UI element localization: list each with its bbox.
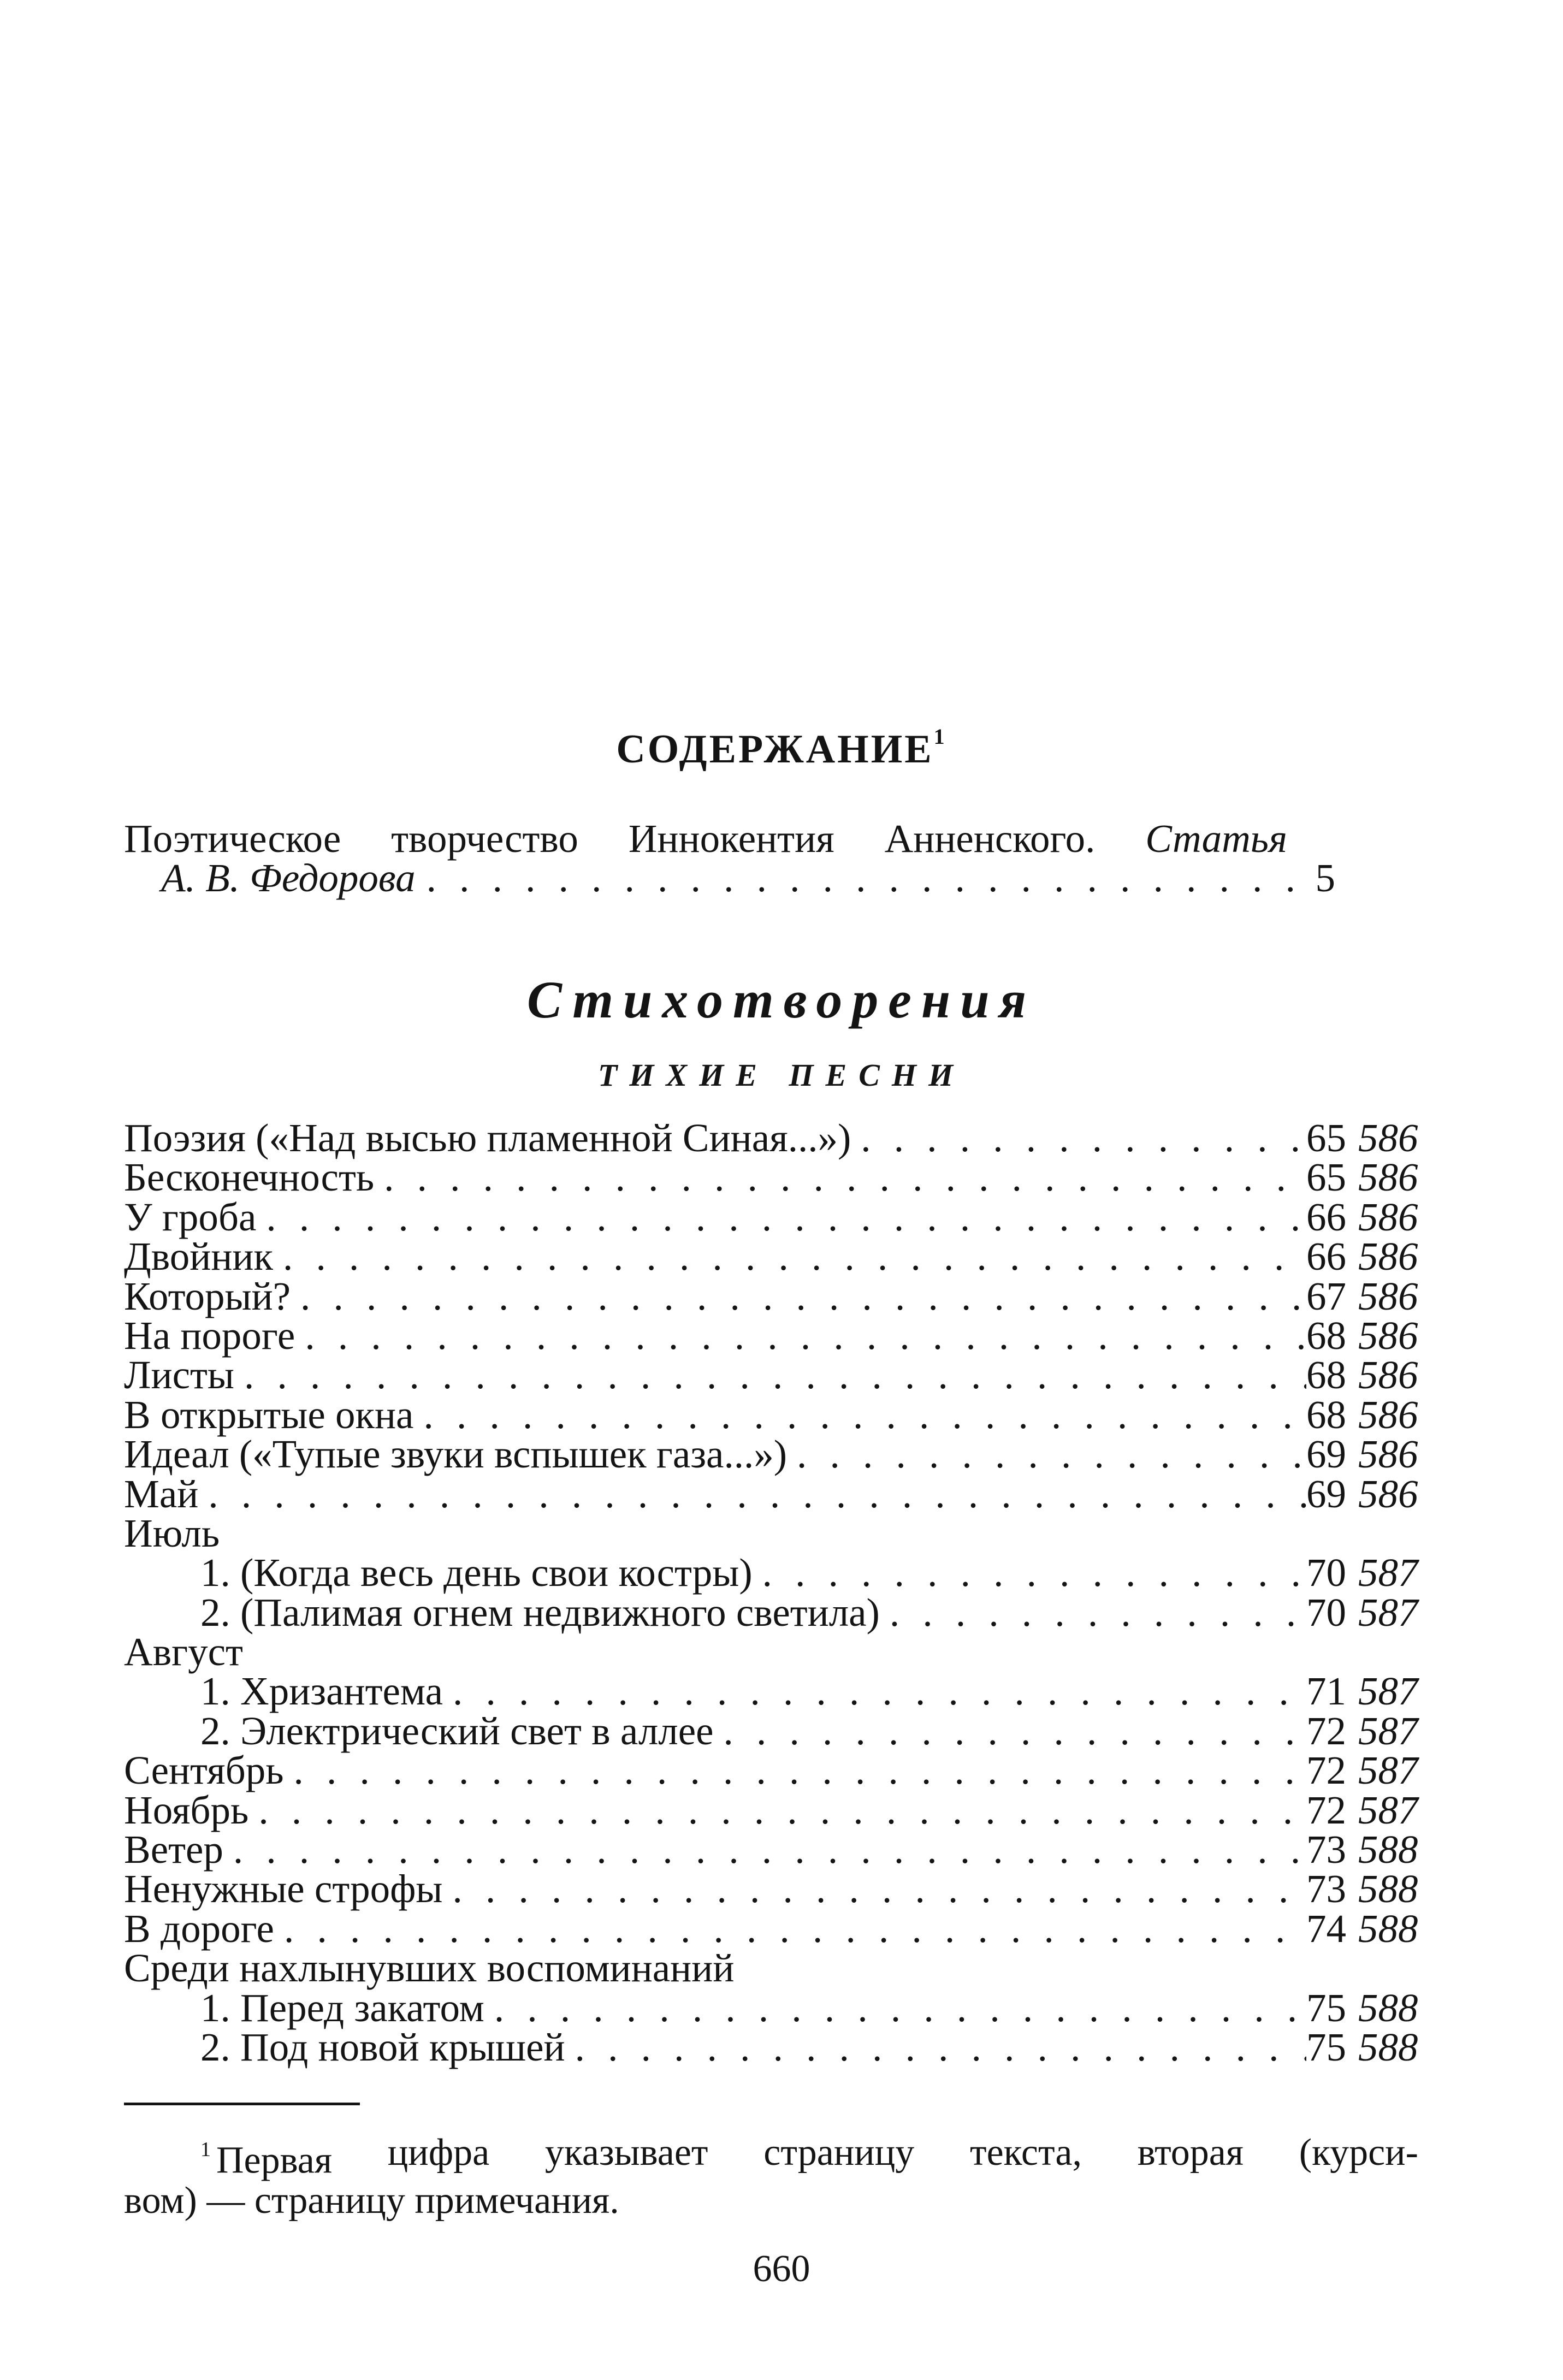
- toc-entry-title: Сентябрь: [124, 1748, 284, 1793]
- toc-entry-title: Поэзия («Над высью пламенной Синая...»): [124, 1116, 851, 1160]
- toc-entry: [124, 1669, 1418, 1714]
- dot-leader: [374, 1158, 1306, 1197]
- toc-entry-text-page: 69: [1306, 1432, 1346, 1477]
- footnote-line2: вом) — страницу примечания.: [124, 2180, 619, 2222]
- toc-entry-title: Ноябрь: [124, 1787, 249, 1832]
- dot-leader: [295, 1316, 1306, 1355]
- toc-entry: [124, 1353, 1418, 1398]
- dot-leader: [787, 1435, 1306, 1474]
- toc-entry-note-page: 587: [1358, 1550, 1418, 1595]
- toc-entry-note-page: 587: [1358, 1708, 1418, 1753]
- footnote-word: (курси-: [1299, 2132, 1418, 2174]
- toc-entry-title: Который?: [124, 1274, 291, 1318]
- toc-entry-title: На пороге: [124, 1313, 295, 1358]
- toc-entry-note-page: 586: [1358, 1194, 1418, 1239]
- toc-entry: [124, 1827, 1418, 1872]
- toc-entry: [124, 2024, 1418, 2069]
- toc-entry-text-page: 65: [1306, 1116, 1346, 1160]
- toc-entry-note-page: 586: [1358, 1313, 1418, 1358]
- toc-entry: [124, 1985, 1418, 2030]
- table-of-contents: [124, 1118, 1418, 2067]
- toc-entry-text-page: 69: [1306, 1471, 1346, 1516]
- toc-entry-title: Июль: [124, 1511, 220, 1555]
- footnote-marker: 1: [933, 724, 947, 749]
- toc-entry-title: Май: [124, 1471, 199, 1516]
- dot-leader: [753, 1553, 1306, 1592]
- toc-entry: [124, 1432, 1418, 1477]
- dot-leader: [851, 1118, 1306, 1158]
- toc-entry-note-page: 586: [1358, 1155, 1418, 1200]
- dot-leader: [880, 1593, 1306, 1632]
- toc-entry-text-page: 70: [1306, 1590, 1346, 1635]
- intro-entry-line2: [161, 856, 1335, 900]
- toc-entry-text-page: 74: [1306, 1906, 1346, 1951]
- toc-entry-title: Ветер: [124, 1827, 223, 1872]
- toc-entry-text-page: 72: [1306, 1787, 1346, 1832]
- page-number: 660: [753, 2248, 810, 2290]
- toc-entry-text-page: 66: [1306, 1234, 1346, 1279]
- toc-entry: [124, 1118, 1418, 1158]
- footnote-line1: [124, 2133, 1418, 2181]
- footnote-word: текста,: [969, 2132, 1082, 2174]
- toc-entry-note-page: 588: [1358, 2024, 1418, 2069]
- footnote-word: страницу: [763, 2132, 915, 2174]
- toc-entry: [124, 1234, 1418, 1279]
- toc-entry-title: В дороге: [124, 1906, 274, 1951]
- footnote-word: $^1$ Первая: [200, 2138, 333, 2182]
- section-title: Стихотворения: [526, 970, 1037, 1029]
- toc-entry: [124, 1590, 1418, 1635]
- toc-entry: [124, 1708, 1418, 1753]
- toc-entry: [124, 1787, 1418, 1832]
- toc-entry: [124, 1550, 1418, 1595]
- footnote-rule: [124, 2103, 360, 2105]
- intro-author: А. В. Федорова: [161, 856, 416, 900]
- toc-entry-text-page: 71: [1306, 1669, 1346, 1714]
- toc-entry-text-page: 72: [1306, 1748, 1346, 1793]
- dot-leader: [484, 1988, 1306, 2028]
- toc-entry-note-page: 587: [1358, 1590, 1418, 1635]
- toc-entry-note-page: 588: [1358, 1906, 1418, 1951]
- toc-entry-title: Идеал («Тупые звуки вспышек газа...»): [124, 1432, 788, 1477]
- dot-leader: [234, 1355, 1306, 1395]
- toc-entry-title: 1. Перед закатом: [200, 1985, 484, 2030]
- dot-leader: [248, 1791, 1306, 1830]
- toc-entry-note-page: 586: [1358, 1392, 1418, 1437]
- dot-leader: [223, 1830, 1306, 1869]
- toc-entry-note-page: 586: [1358, 1432, 1418, 1477]
- toc-entry: [124, 1869, 1418, 1909]
- dot-leader: [198, 1475, 1306, 1514]
- dot-leader: [291, 1277, 1306, 1316]
- footnote: [124, 2133, 1418, 2221]
- toc-entry-title: 1. (Когда весь день свои костры): [200, 1550, 753, 1595]
- toc-entry: [124, 1748, 1418, 1793]
- dot-leader: [714, 1712, 1306, 1751]
- toc-entry-title: Листы: [124, 1353, 234, 1398]
- intro-italic-word: Статья: [1145, 816, 1287, 861]
- toc-entry: [124, 1511, 1418, 1555]
- footnote-mark: 1: [200, 2138, 211, 2161]
- toc-entry-note-page: 586: [1358, 1116, 1418, 1160]
- footnote-word: цифра: [387, 2132, 490, 2174]
- contents-heading: СОДЕРЖАНИЕ$^1$: [616, 724, 947, 772]
- dot-leader: [413, 1395, 1306, 1435]
- toc-entry-note-page: 586: [1358, 1234, 1418, 1279]
- dot-leader: [256, 1198, 1306, 1237]
- toc-entry-note-page: 586: [1358, 1274, 1418, 1318]
- dot-leader: [565, 2028, 1306, 2067]
- toc-entry-text-page: 75: [1306, 2024, 1346, 2069]
- toc-entry-text-page: 70: [1306, 1550, 1346, 1595]
- toc-entry-title: У гроба: [124, 1194, 257, 1239]
- toc-entry: [124, 1155, 1418, 1200]
- toc-entry-text-page: 72: [1306, 1708, 1346, 1753]
- toc-entry: [124, 1632, 1418, 1672]
- toc-entry-text-page: 68: [1306, 1392, 1346, 1437]
- toc-entry-note-page: 587: [1358, 1669, 1418, 1714]
- toc-entry-note-page: 586: [1358, 1471, 1418, 1516]
- toc-entry: [124, 1274, 1418, 1318]
- toc-entry-text-page: 67: [1306, 1274, 1346, 1318]
- toc-entry: [124, 1471, 1418, 1516]
- toc-entry-text-page: 65: [1306, 1155, 1346, 1200]
- toc-entry-title: 2. Электрический свет в аллее: [200, 1708, 714, 1753]
- toc-entry-note-page: 587: [1358, 1787, 1418, 1832]
- toc-entry-note-page: 587: [1358, 1748, 1418, 1793]
- toc-entry: [124, 1392, 1418, 1437]
- intro-word: Иннокентия: [628, 816, 834, 861]
- intro-word: Анненского.: [884, 816, 1096, 861]
- toc-entry: [124, 1313, 1418, 1358]
- toc-entry-title: Ненужные строфы: [124, 1867, 443, 1911]
- toc-entry: [124, 1946, 1418, 1991]
- toc-entry-title: Бесконечность: [124, 1155, 375, 1200]
- dot-leader: [442, 1869, 1306, 1909]
- toc-entry-title: Двойник: [124, 1234, 273, 1279]
- dot-leader: [274, 1909, 1306, 1949]
- toc-entry-note-page: 586: [1358, 1353, 1418, 1398]
- footnote-word: вторая: [1137, 2132, 1244, 2174]
- intro-page: 5: [1315, 856, 1335, 900]
- toc-entry-note-page: 588: [1358, 1985, 1418, 2030]
- dot-leader: [273, 1237, 1306, 1276]
- toc-entry: [124, 1906, 1418, 1951]
- toc-entry-title: Август: [124, 1630, 243, 1674]
- toc-entry-text-page: 75: [1306, 1985, 1346, 2030]
- footnote-word: указывает: [544, 2132, 708, 2174]
- toc-entry-text-page: 73: [1306, 1867, 1346, 1911]
- toc-entry-text-page: 68: [1306, 1313, 1346, 1358]
- toc-entry-title: 2. (Палимая огнем недвижного светила): [200, 1590, 880, 1635]
- toc-entry-text-page: 68: [1306, 1353, 1346, 1398]
- toc-entry: [124, 1194, 1418, 1239]
- toc-entry-title: 1. Хризантема: [200, 1669, 443, 1714]
- toc-entry-title: Среди нахлынувших воспоминаний: [124, 1946, 735, 1991]
- dot-leader: [416, 859, 1299, 898]
- toc-entry-text-page: 73: [1306, 1827, 1346, 1872]
- dot-leader: [284, 1751, 1307, 1790]
- intro-entry-line1: [124, 816, 1287, 861]
- intro-word: творчество: [391, 816, 578, 861]
- dot-leader: [443, 1672, 1306, 1711]
- toc-entry-note-page: 588: [1358, 1827, 1418, 1872]
- toc-entry-title: 2. Под новой крышей: [200, 2024, 565, 2069]
- subsection-title: ТИХИЕ ПЕСНИ: [597, 1057, 966, 1093]
- toc-entry-note-page: 588: [1358, 1867, 1418, 1911]
- toc-entry-title: В открытые окна: [124, 1392, 414, 1437]
- intro-word: Поэтическое: [124, 816, 341, 861]
- toc-entry-text-page: 66: [1306, 1194, 1346, 1239]
